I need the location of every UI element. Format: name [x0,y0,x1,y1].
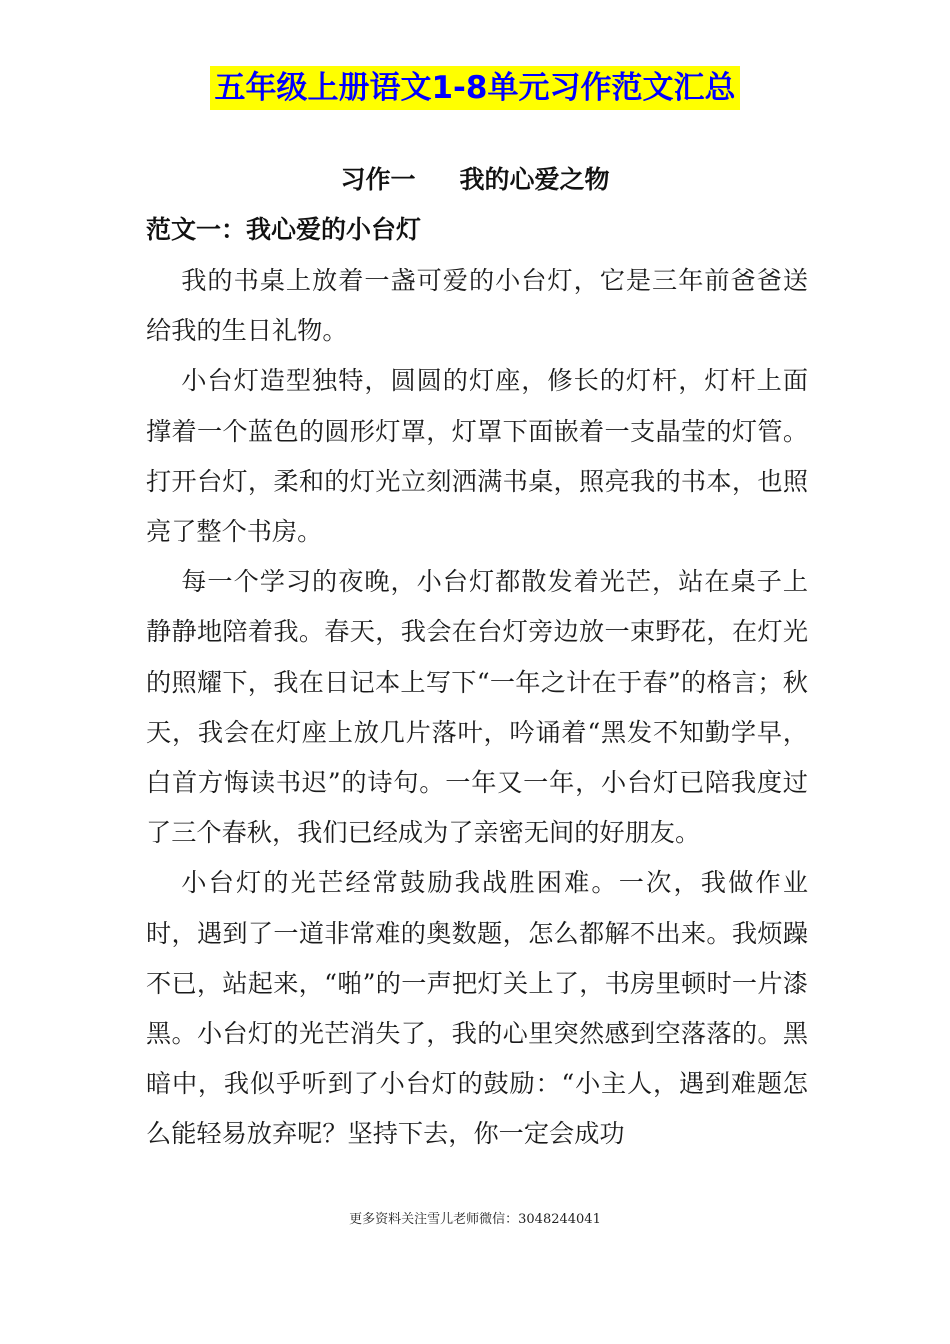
essay-paragraph-1: 我的书桌上放着一盏可爱的小台灯，它是三年前爸爸送给我的生日礼物。 [146,266,808,346]
document-title-wrap [0,66,950,110]
essay-paragraph-4: 小台灯的光芒经常鼓励我战胜困难。一次，我做作业时，遇到了一道非常难的奥数题，怎么都解不出来。我烦躁不已，站起来，“啪”的一声把灯关上了，书房里顿时一片漆黑。小台灯的光芒消失了，我的心里突然感到空落落的。黑暗中，我似乎听到了小台灯的鼓励：“小主人，遇到难题怎么能轻易放弃呢？坚持下去，你一定会成功 [146,868,808,1149]
essay-title: 范文一：我心爱的小台灯 [146,215,422,244]
document-title: 五年级上册语文1-8单元习作范文汇总 [210,66,739,110]
page-footer: 更多资料关注雪儿老师微信：3048244041 [349,1212,601,1227]
essay-paragraph-2: 小台灯造型独特，圆圆的灯座，修长的灯杆，灯杆上面撑着一个蓝色的圆形灯罩，灯罩下面嵌着一支晶莹的灯管。打开台灯，柔和的灯光立刻洒满书桌，照亮我的书本，也照亮了整个书房。 [146,366,808,547]
section-topic: 我的心爱之物 [459,165,610,194]
essay-paragraph-3: 每一个学习的夜晚，小台灯都散发着光芒，站在桌子上静静地陪着我。春天，我会在台灯旁边放一束野花，在灯光的照耀下，我在日记本上写下“一年之计在于春”的格言；秋天，我会在灯座上放几片落叶，吟诵着“黑发不知勤学早，白首方悔读书迟”的诗句。一年又一年，小台灯已陪我度过了三个春秋，我们已经成为了亲密无间的好朋友。 [146,567,808,848]
section-heading [0,160,950,200]
essay-body [146,256,808,1160]
section-label: 习作一 [340,165,416,194]
